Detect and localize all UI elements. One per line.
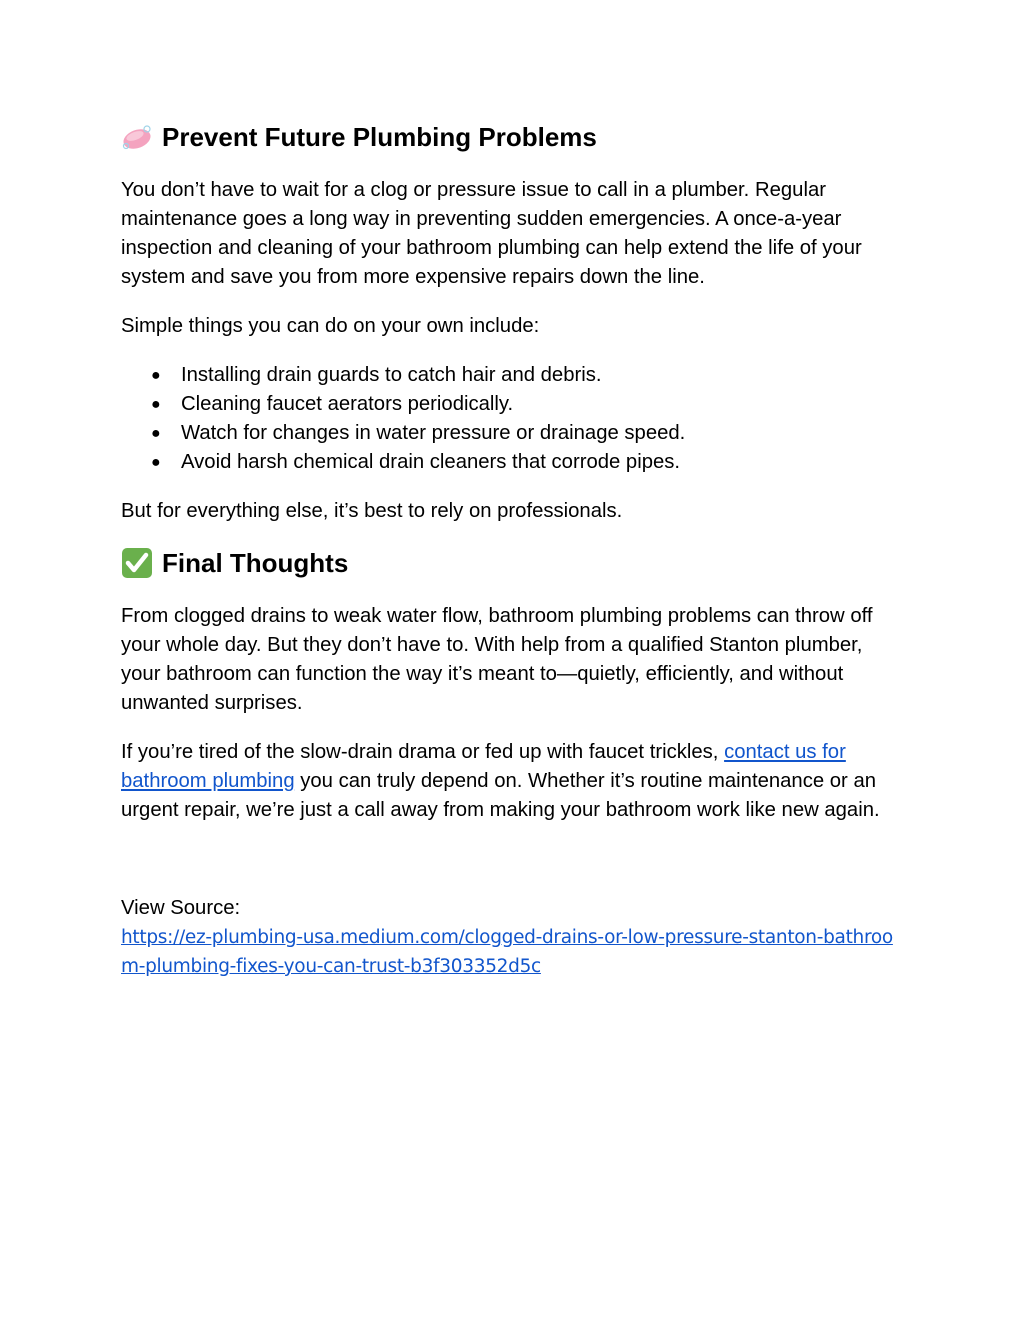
soap-icon bbox=[121, 121, 153, 153]
contact-link[interactable]: contact us for bathroom plumbing bbox=[121, 741, 846, 792]
source-link[interactable]: https://ez-plumbing-usa.medium.com/clogged-drains-or-low-pressure-stanton-bathroom-plumbing-fixes-you-can-trust-b3f303352d5c bbox=[121, 927, 893, 977]
list-item: ● Installing drain guards to catch hair and debris. bbox=[181, 361, 906, 390]
list-item: ● Avoid harsh chemical drain cleaners that corrode pipes. bbox=[181, 448, 906, 477]
check-mark-icon bbox=[121, 547, 153, 579]
section-heading-prevent: Prevent Future Plumbing Problems bbox=[121, 118, 906, 156]
source-label: View Source: bbox=[121, 897, 241, 919]
paragraph: From clogged drains to weak water flow, bathroom plumbing problems can throw off your whole day. But they don’t have to. With help from a qualified Stanton plumber, your bathroom can function the way it’s meant to—quietly, efficiently, and without unwanted surprises. bbox=[121, 605, 873, 714]
list-item: ● Watch for changes in water pressure or drainage speed. bbox=[181, 419, 906, 448]
paragraph: But for everything else, it’s best to rely on professionals. bbox=[121, 500, 623, 522]
paragraph: Simple things you can do on your own include: bbox=[121, 315, 540, 337]
paragraph: You don’t have to wait for a clog or pressure issue to call in a plumber. Regular maintenance goes a long way in preventing sudden emergencies. A once-a-year inspection and cleaning of your bathroom plumbing can help extend the life of your system and save you from more expensive repairs down the line. bbox=[121, 179, 862, 288]
list-item: ● Cleaning faucet aerators periodically. bbox=[181, 390, 906, 419]
section-heading-final: Final Thoughts bbox=[121, 544, 906, 582]
paragraph: If you’re tired of the slow-drain drama or fed up with faucet trickles, contact us for bathroom plumbing you can truly depend on. Whether it’s routine maintenance or an urgent repair, we’re just a call away from making your bathroom work like new again. bbox=[121, 741, 880, 821]
tips-list bbox=[121, 361, 906, 477]
